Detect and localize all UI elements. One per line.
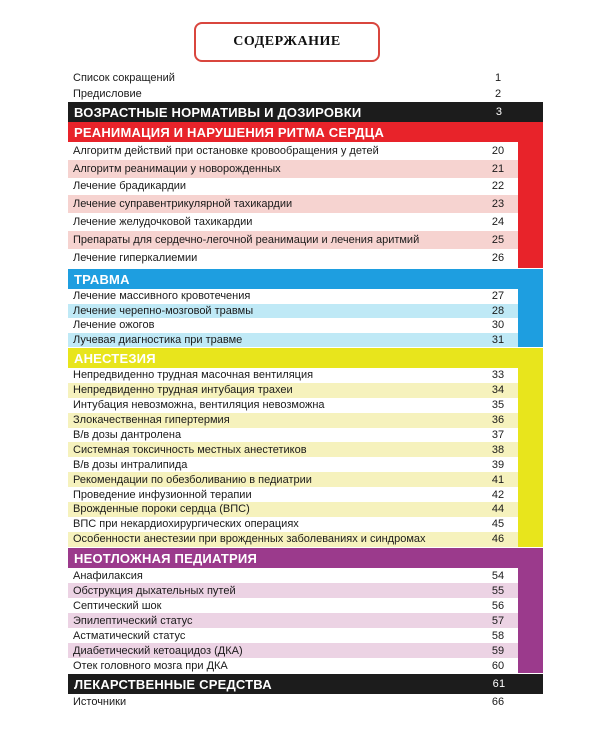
toc-entry-label: Алгоритм реанимации у новорожденных	[73, 162, 281, 175]
toc-entry-label: Лечение ожогов	[73, 319, 155, 332]
toc-entry-page: 36	[491, 414, 505, 427]
toc-entry[interactable]	[68, 598, 518, 613]
toc-entry-page: 1	[494, 72, 502, 84]
section-title: АНЕСТЕЗИЯ	[74, 350, 156, 366]
toc-entry[interactable]	[68, 195, 518, 213]
toc-entry-label: Непредвиденно трудная масочная вентиляция	[73, 369, 314, 382]
toc-entry[interactable]	[68, 333, 518, 348]
section-resuscitation	[68, 122, 543, 268]
toc-entry-page: 34	[491, 384, 505, 397]
toc-entry[interactable]	[68, 413, 518, 428]
toc-entry[interactable]	[73, 86, 518, 102]
toc-entry-label: Список сокращений	[73, 72, 175, 84]
toc-entry-page: 30	[491, 319, 505, 332]
section-header	[68, 348, 543, 368]
toc-entry-label: Алгоритм действий при остановке кровообращения у детей	[73, 144, 379, 157]
toc-entry[interactable]	[68, 178, 518, 196]
toc-entry-page: 55	[491, 584, 505, 597]
toc-entry[interactable]	[73, 70, 518, 86]
toc-entry[interactable]	[68, 213, 518, 231]
toc-entry-label: Лучевая диагностика при травме	[73, 333, 243, 346]
toc-entry[interactable]	[68, 383, 518, 398]
toc-entry-page: 59	[491, 644, 505, 657]
toc-entry-page: 22	[491, 180, 505, 193]
toc-entry-page: 58	[491, 629, 505, 642]
toc-entry-label: Лечение суправентрикулярной тахикардии	[73, 198, 293, 211]
toc-entry-page: 21	[491, 162, 505, 175]
toc-entry-page: 41	[491, 473, 505, 486]
toc-entry[interactable]	[68, 368, 518, 383]
toc-entry-label: Предисловие	[73, 88, 142, 100]
toc-entry[interactable]	[68, 428, 518, 443]
section-title: РЕАНИМАЦИЯ И НАРУШЕНИЯ РИТМА СЕРДЦА	[74, 124, 385, 140]
toc-entry-label: Врожденные пороки сердца (ВПС)	[73, 503, 250, 516]
section-header	[68, 122, 543, 142]
toc-entry-label: Лечение черепно-мозговой травмы	[73, 304, 254, 317]
toc-entry[interactable]	[68, 583, 518, 598]
page-title-text: СОДЕРЖАНИЕ	[233, 34, 341, 49]
toc-entry-label: Особенности анестезии при врожденных заболеваниях и синдромах	[73, 533, 426, 546]
toc-entry[interactable]	[68, 502, 518, 517]
section-title: ТРАВМА	[74, 271, 130, 287]
toc-entry-page: 27	[491, 290, 505, 303]
section-page: 3	[495, 106, 503, 118]
toc-entry-label: Проведение инфузионной терапии	[73, 488, 252, 501]
toc-entry[interactable]	[68, 318, 518, 333]
toc-entry-page: 56	[491, 599, 505, 612]
toc-entry-label: Лечение желудочковой тахикардии	[73, 216, 253, 229]
section-drugs[interactable]	[68, 674, 543, 694]
toc-entry-label: Септический шок	[73, 599, 162, 612]
toc-entry-label: Рекомендации по обезболиванию в педиатрии	[73, 473, 312, 486]
toc-entry-page: 35	[491, 399, 505, 412]
toc-entry-page: 25	[491, 233, 505, 246]
toc-entry[interactable]	[68, 442, 518, 457]
toc-entry[interactable]	[68, 658, 518, 673]
section-page: 61	[492, 678, 506, 690]
toc-entry-label: Лечение массивного кровотечения	[73, 290, 251, 303]
section-trauma	[68, 269, 543, 347]
toc-entry-page: 42	[491, 488, 505, 501]
toc-entry-label: Интубация невозможна, вентиляция невозможна	[73, 399, 325, 412]
toc-entry-label: Препараты для сердечно-легочной реанимации и лечения аритмий	[73, 233, 420, 246]
toc-entry-label: Злокачественная гипертермия	[73, 414, 230, 427]
toc-entry-label: ВПС при некардиохирургических операциях	[73, 518, 299, 531]
toc-entry-page: 37	[491, 429, 505, 441]
toc-entry-label: В/в дозы интралипида	[73, 458, 188, 471]
toc-entry-label: Обструкция дыхательных путей	[73, 584, 236, 597]
toc-entry[interactable]	[68, 289, 518, 304]
toc-entry-page: 20	[491, 144, 505, 157]
toc-entry[interactable]	[68, 160, 518, 178]
toc-entry[interactable]	[68, 398, 518, 413]
section-norms[interactable]	[68, 102, 543, 122]
toc-entry-label: Отек головного мозга при ДКА	[73, 659, 228, 672]
toc-entry[interactable]	[68, 517, 518, 532]
toc-entry-label: Лечение гиперкалиемии	[73, 251, 198, 264]
toc-entry-page: 66	[491, 696, 505, 708]
section-pediatrics	[68, 548, 543, 673]
section-header	[68, 674, 543, 694]
section-title: ЛЕКАРСТВЕННЫЕ СРЕДСТВА	[74, 676, 272, 692]
toc-entry-page: 46	[491, 533, 505, 546]
toc-entry[interactable]	[68, 613, 518, 628]
section-title: НЕОТЛОЖНАЯ ПЕДИАТРИЯ	[74, 550, 257, 566]
toc-entry-label: Системная токсичность местных анестетиков	[73, 443, 307, 456]
toc-entry-page: 54	[491, 569, 505, 582]
section-header	[68, 102, 543, 122]
toc-entry-page: 39	[491, 458, 505, 471]
toc-entry-label: Источники	[73, 696, 127, 708]
section-header	[68, 269, 543, 289]
toc-entry-page: 31	[491, 333, 505, 346]
toc-entry-label: Диабетический кетоацидоз (ДКА)	[73, 644, 243, 657]
toc-entry[interactable]	[68, 457, 518, 472]
toc-entry[interactable]	[73, 694, 518, 710]
toc-entry-page: 38	[491, 443, 505, 456]
toc-entry[interactable]	[68, 249, 518, 267]
toc-entry-label: Анафилаксия	[73, 569, 143, 582]
toc-entry-page: 60	[491, 659, 505, 672]
toc-entry[interactable]	[68, 231, 518, 249]
toc-entry-label: Астматический статус	[73, 629, 186, 642]
toc-entry-page: 44	[491, 503, 505, 516]
toc-entry[interactable]	[68, 643, 518, 658]
toc-entry[interactable]	[68, 472, 518, 487]
toc-entry[interactable]	[68, 532, 518, 547]
section-header	[68, 548, 543, 568]
toc-entry[interactable]	[68, 487, 518, 502]
toc-entry-page: 57	[491, 614, 505, 627]
toc-entry-label: В/в дозы дантролена	[73, 429, 182, 441]
toc-entry-page: 28	[491, 304, 505, 317]
toc-entry-label: Непредвиденно трудная интубация трахеи	[73, 384, 293, 397]
section-anesthesia	[68, 348, 543, 547]
toc-entry-label: Лечение брадикардии	[73, 180, 187, 193]
toc-entry[interactable]	[68, 142, 518, 160]
toc-entry-page: 24	[491, 216, 505, 229]
toc-entry-page: 33	[491, 369, 505, 382]
toc-entry[interactable]	[68, 628, 518, 643]
toc-entry[interactable]	[68, 304, 518, 319]
toc-entry-page: 23	[491, 198, 505, 211]
toc-entry[interactable]	[68, 568, 518, 583]
toc-entry-page: 26	[491, 251, 505, 264]
toc-entry-label: Эпилептический статус	[73, 614, 193, 627]
page-title	[194, 22, 380, 62]
toc-entry-page: 2	[494, 88, 502, 100]
section-title: ВОЗРАСТНЫЕ НОРМАТИВЫ И ДОЗИРОВКИ	[74, 104, 362, 120]
toc-entry-page: 45	[491, 518, 505, 531]
